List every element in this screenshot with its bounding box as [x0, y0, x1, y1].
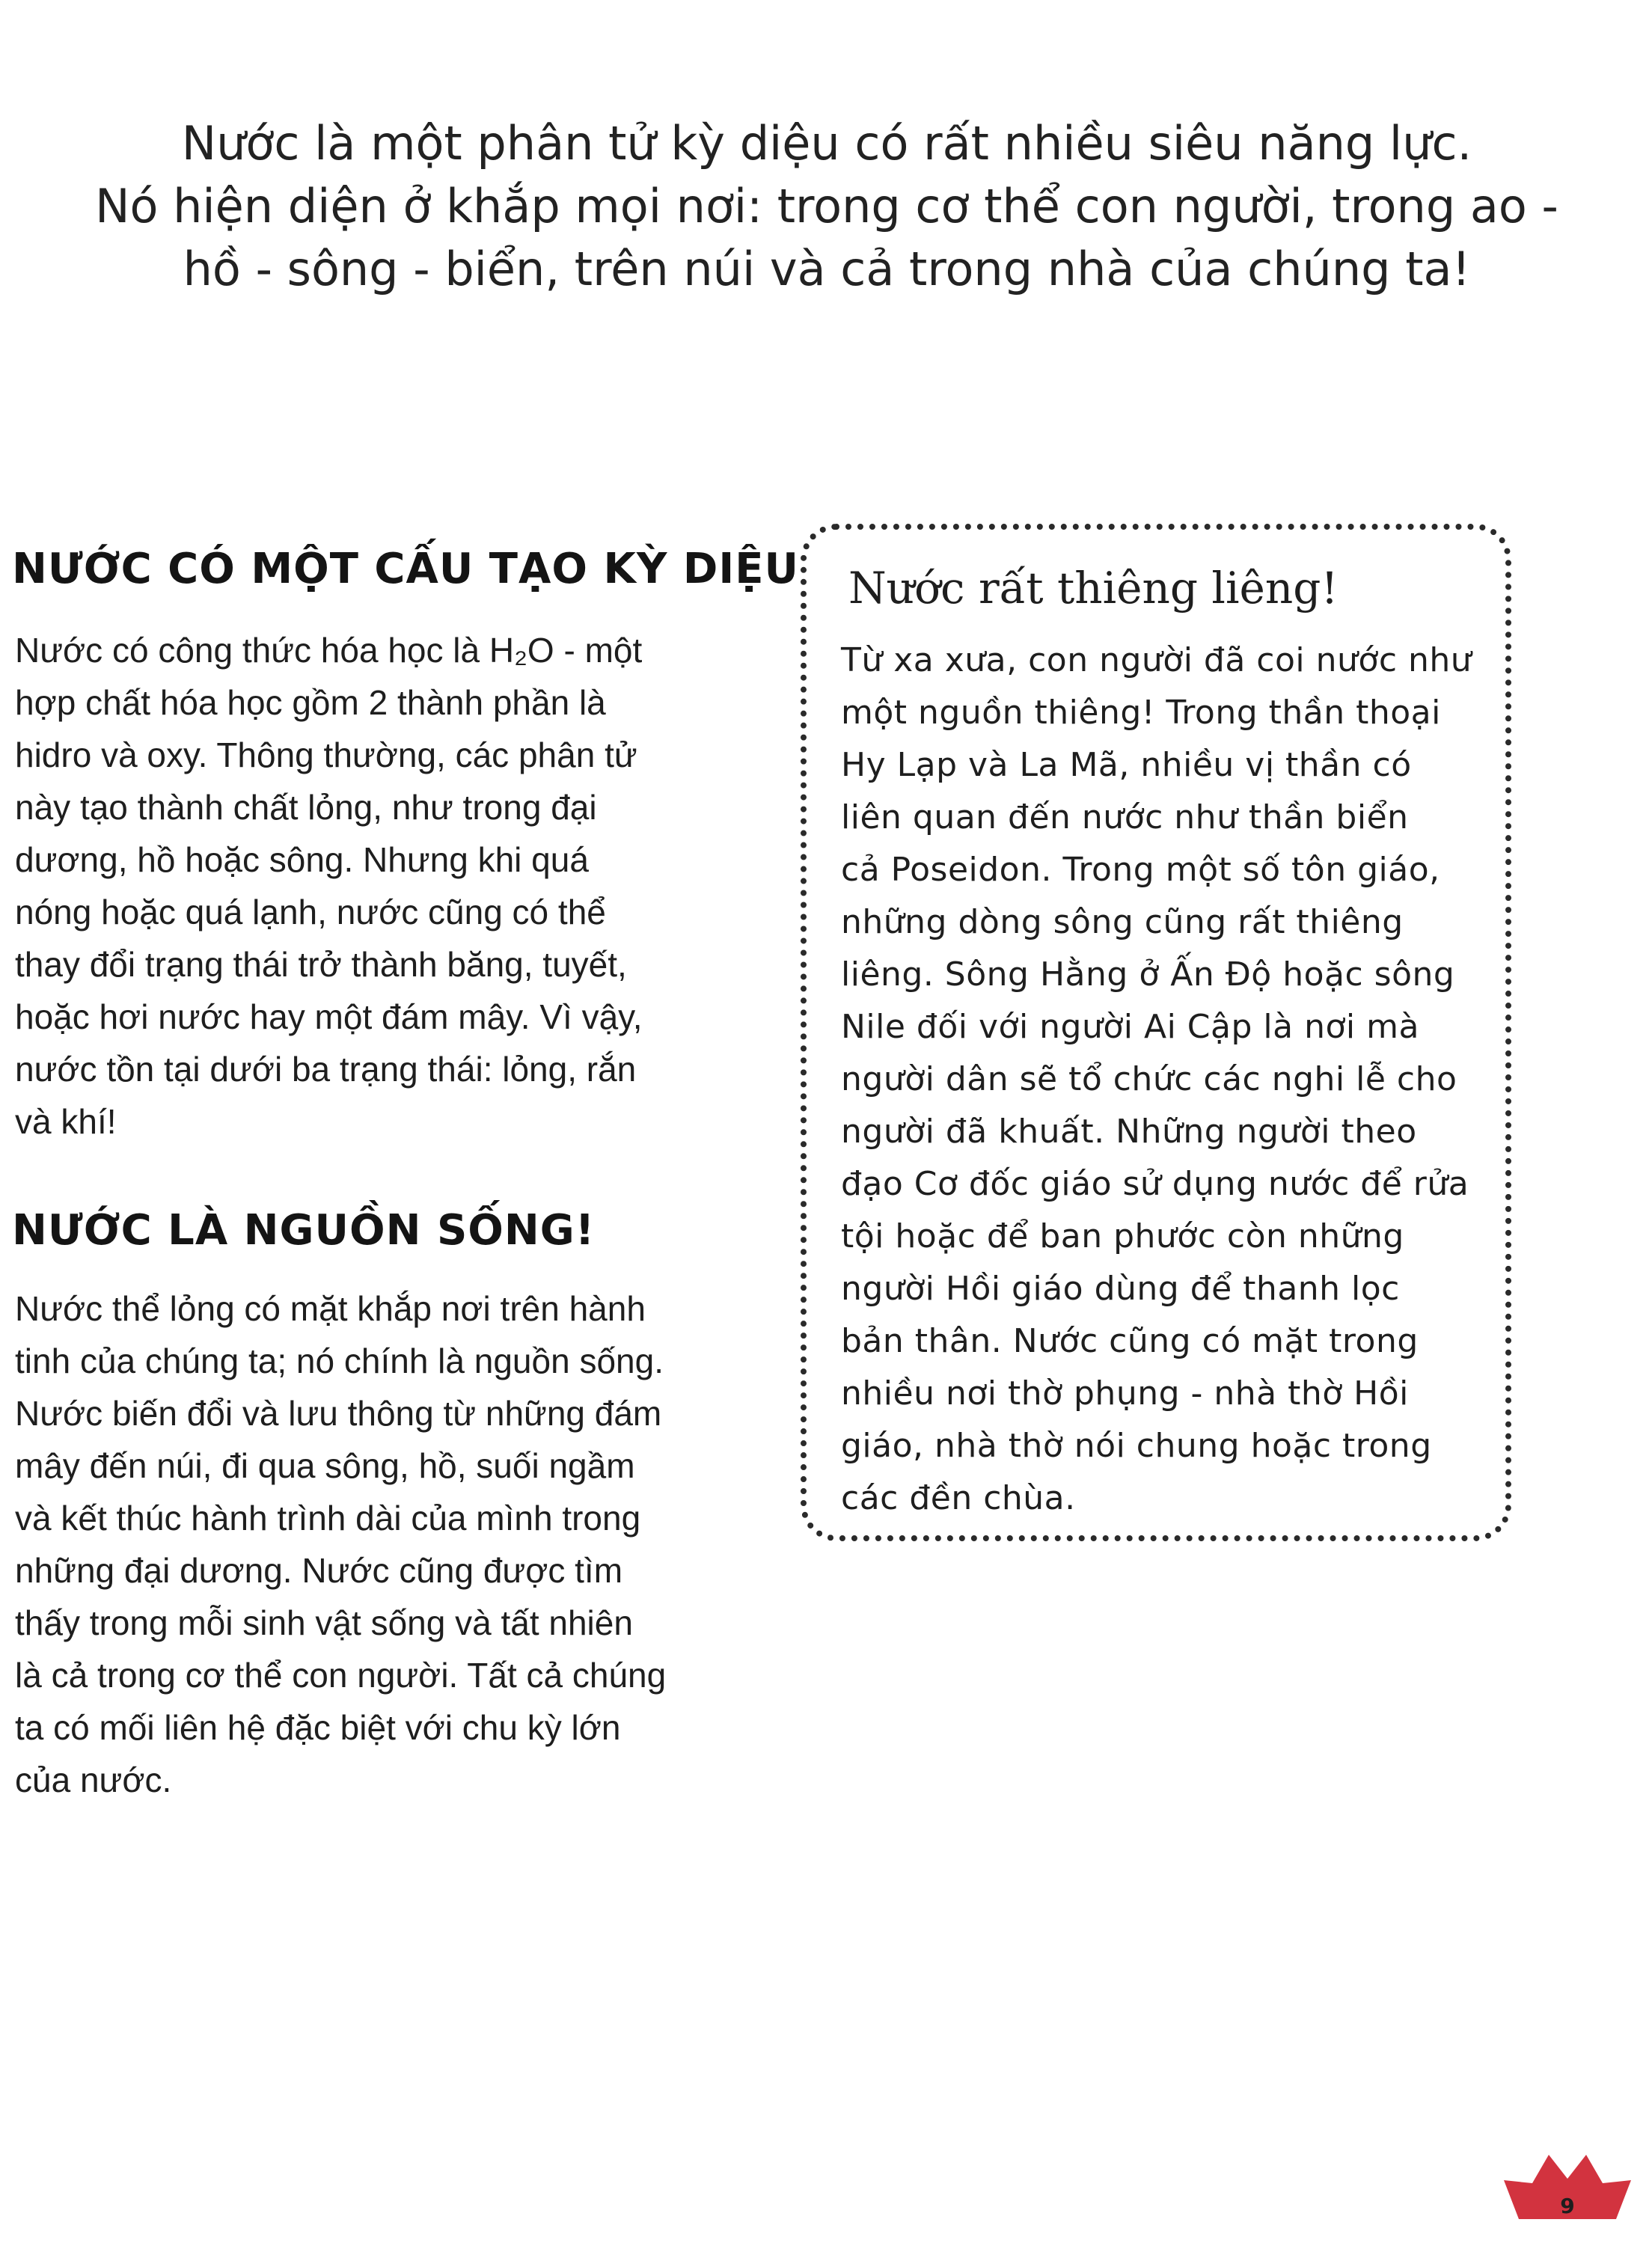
sidebar-title: Nước rất thiêng liêng! — [848, 563, 1339, 614]
intro-line: Nước là một phân tử kỳ diệu có rất nhiều siêu năng lực. — [181, 116, 1472, 171]
sidebar-box — [801, 524, 1511, 1541]
page-number: 9 — [1560, 2194, 1575, 2218]
sidebar-line: người Hồi giáo dùng để thanh lọc — [841, 1270, 1400, 1308]
section-heading-structure: NƯỚC CÓ MỘT CẤU TẠO KỲ DIỆU — [12, 545, 799, 593]
paragraph-line: và kết thúc hành trình dài của mình trong — [15, 1499, 641, 1538]
sidebar-line: người đã khuất. Những người theo — [841, 1113, 1417, 1151]
paragraph-line: nước tồn tại dưới ba trạng thái: lỏng, rắn — [15, 1050, 637, 1089]
sidebar-line: Nile đối với người Ai Cập là nơi mà — [841, 1008, 1419, 1046]
paragraph-line: này tạo thành chất lỏng, như trong đại — [15, 788, 597, 827]
paragraph-line: thay đổi trạng thái trở thành băng, tuyết, — [15, 945, 627, 984]
sidebar-line: những dòng sông cũng rất thiêng — [841, 903, 1404, 941]
paragraph-line: của nước. — [15, 1760, 172, 1799]
sidebar-line: liên quan đến nước như thần biển — [841, 798, 1409, 836]
section-paragraph-structure — [15, 624, 763, 1148]
intro-line: hồ - sông - biển, trên núi và cả trong nhà của chúng ta! — [183, 242, 1471, 296]
sidebar-line: giáo, nhà thờ nói chung hoặc trong — [841, 1427, 1432, 1465]
paragraph-line: hoặc hơi nước hay một đám mây. Vì vậy, — [15, 997, 643, 1036]
intro-paragraph — [45, 112, 1609, 301]
sidebar-line: nhiều nơi thờ phụng - nhà thờ Hồi — [841, 1374, 1409, 1413]
section-paragraph-life — [15, 1282, 763, 1806]
paragraph-line: hợp chất hóa học gồm 2 thành phần là — [15, 683, 606, 722]
sidebar-line: liêng. Sông Hằng ở Ấn Độ hoặc sông — [841, 955, 1455, 994]
sidebar-line: Từ xa xưa, con người đã coi nước như — [841, 641, 1472, 679]
sidebar-line: người dân sẽ tổ chức các nghi lễ cho — [841, 1060, 1457, 1098]
paragraph-line: mây đến núi, đi qua sông, hồ, suối ngầm — [15, 1446, 635, 1485]
intro-line: Nó hiện diện ở khắp mọi nơi: trong cơ thể con người, trong ao - — [95, 179, 1558, 233]
paragraph-line: Nước biến đổi và lưu thông từ những đám — [15, 1394, 662, 1433]
paragraph-line: nóng hoặc quá lạnh, nước cũng có thể — [15, 893, 606, 931]
sidebar-line: một nguồn thiêng! Trong thần thoại — [841, 694, 1441, 732]
sidebar-line: cả Poseidon. Trong một số tôn giáo, — [841, 851, 1440, 889]
sidebar-paragraph — [841, 634, 1472, 1525]
paragraph-line: ta có mối liên hệ đặc biệt với chu kỳ lớn — [15, 1708, 621, 1747]
section-heading-life: NƯỚC LÀ NGUỒN SỐNG! — [12, 1206, 596, 1255]
paragraph-line: và khí! — [15, 1102, 117, 1141]
paragraph-line: những đại dương. Nước cũng được tìm — [15, 1551, 623, 1590]
paragraph-line: Nước có công thức hóa học là H₂O - một — [15, 631, 643, 670]
sidebar-line: Hy Lạp và La Mã, nhiều vị thần có — [841, 746, 1412, 784]
paragraph-line: tinh của chúng ta; nó chính là nguồn sống. — [15, 1341, 664, 1380]
sidebar-line: các đền chùa. — [841, 1479, 1076, 1517]
sidebar-line: tội hoặc để ban phước còn những — [841, 1217, 1404, 1255]
paragraph-line: thấy trong mỗi sinh vật sống và tất nhiên — [15, 1603, 633, 1642]
sidebar-line: bản thân. Nước cũng có mặt trong — [841, 1322, 1419, 1360]
paragraph-line: là cả trong cơ thể con người. Tất cả chúng — [15, 1656, 667, 1695]
paragraph-line: Nước thể lỏng có mặt khắp nơi trên hành — [15, 1289, 646, 1328]
sidebar-line: đạo Cơ đốc giáo sử dụng nước để rửa — [841, 1165, 1469, 1203]
paragraph-line: dương, hồ hoặc sông. Nhưng khi quá — [15, 840, 589, 879]
paragraph-line: hidro và oxy. Thông thường, các phân tử — [15, 735, 637, 774]
